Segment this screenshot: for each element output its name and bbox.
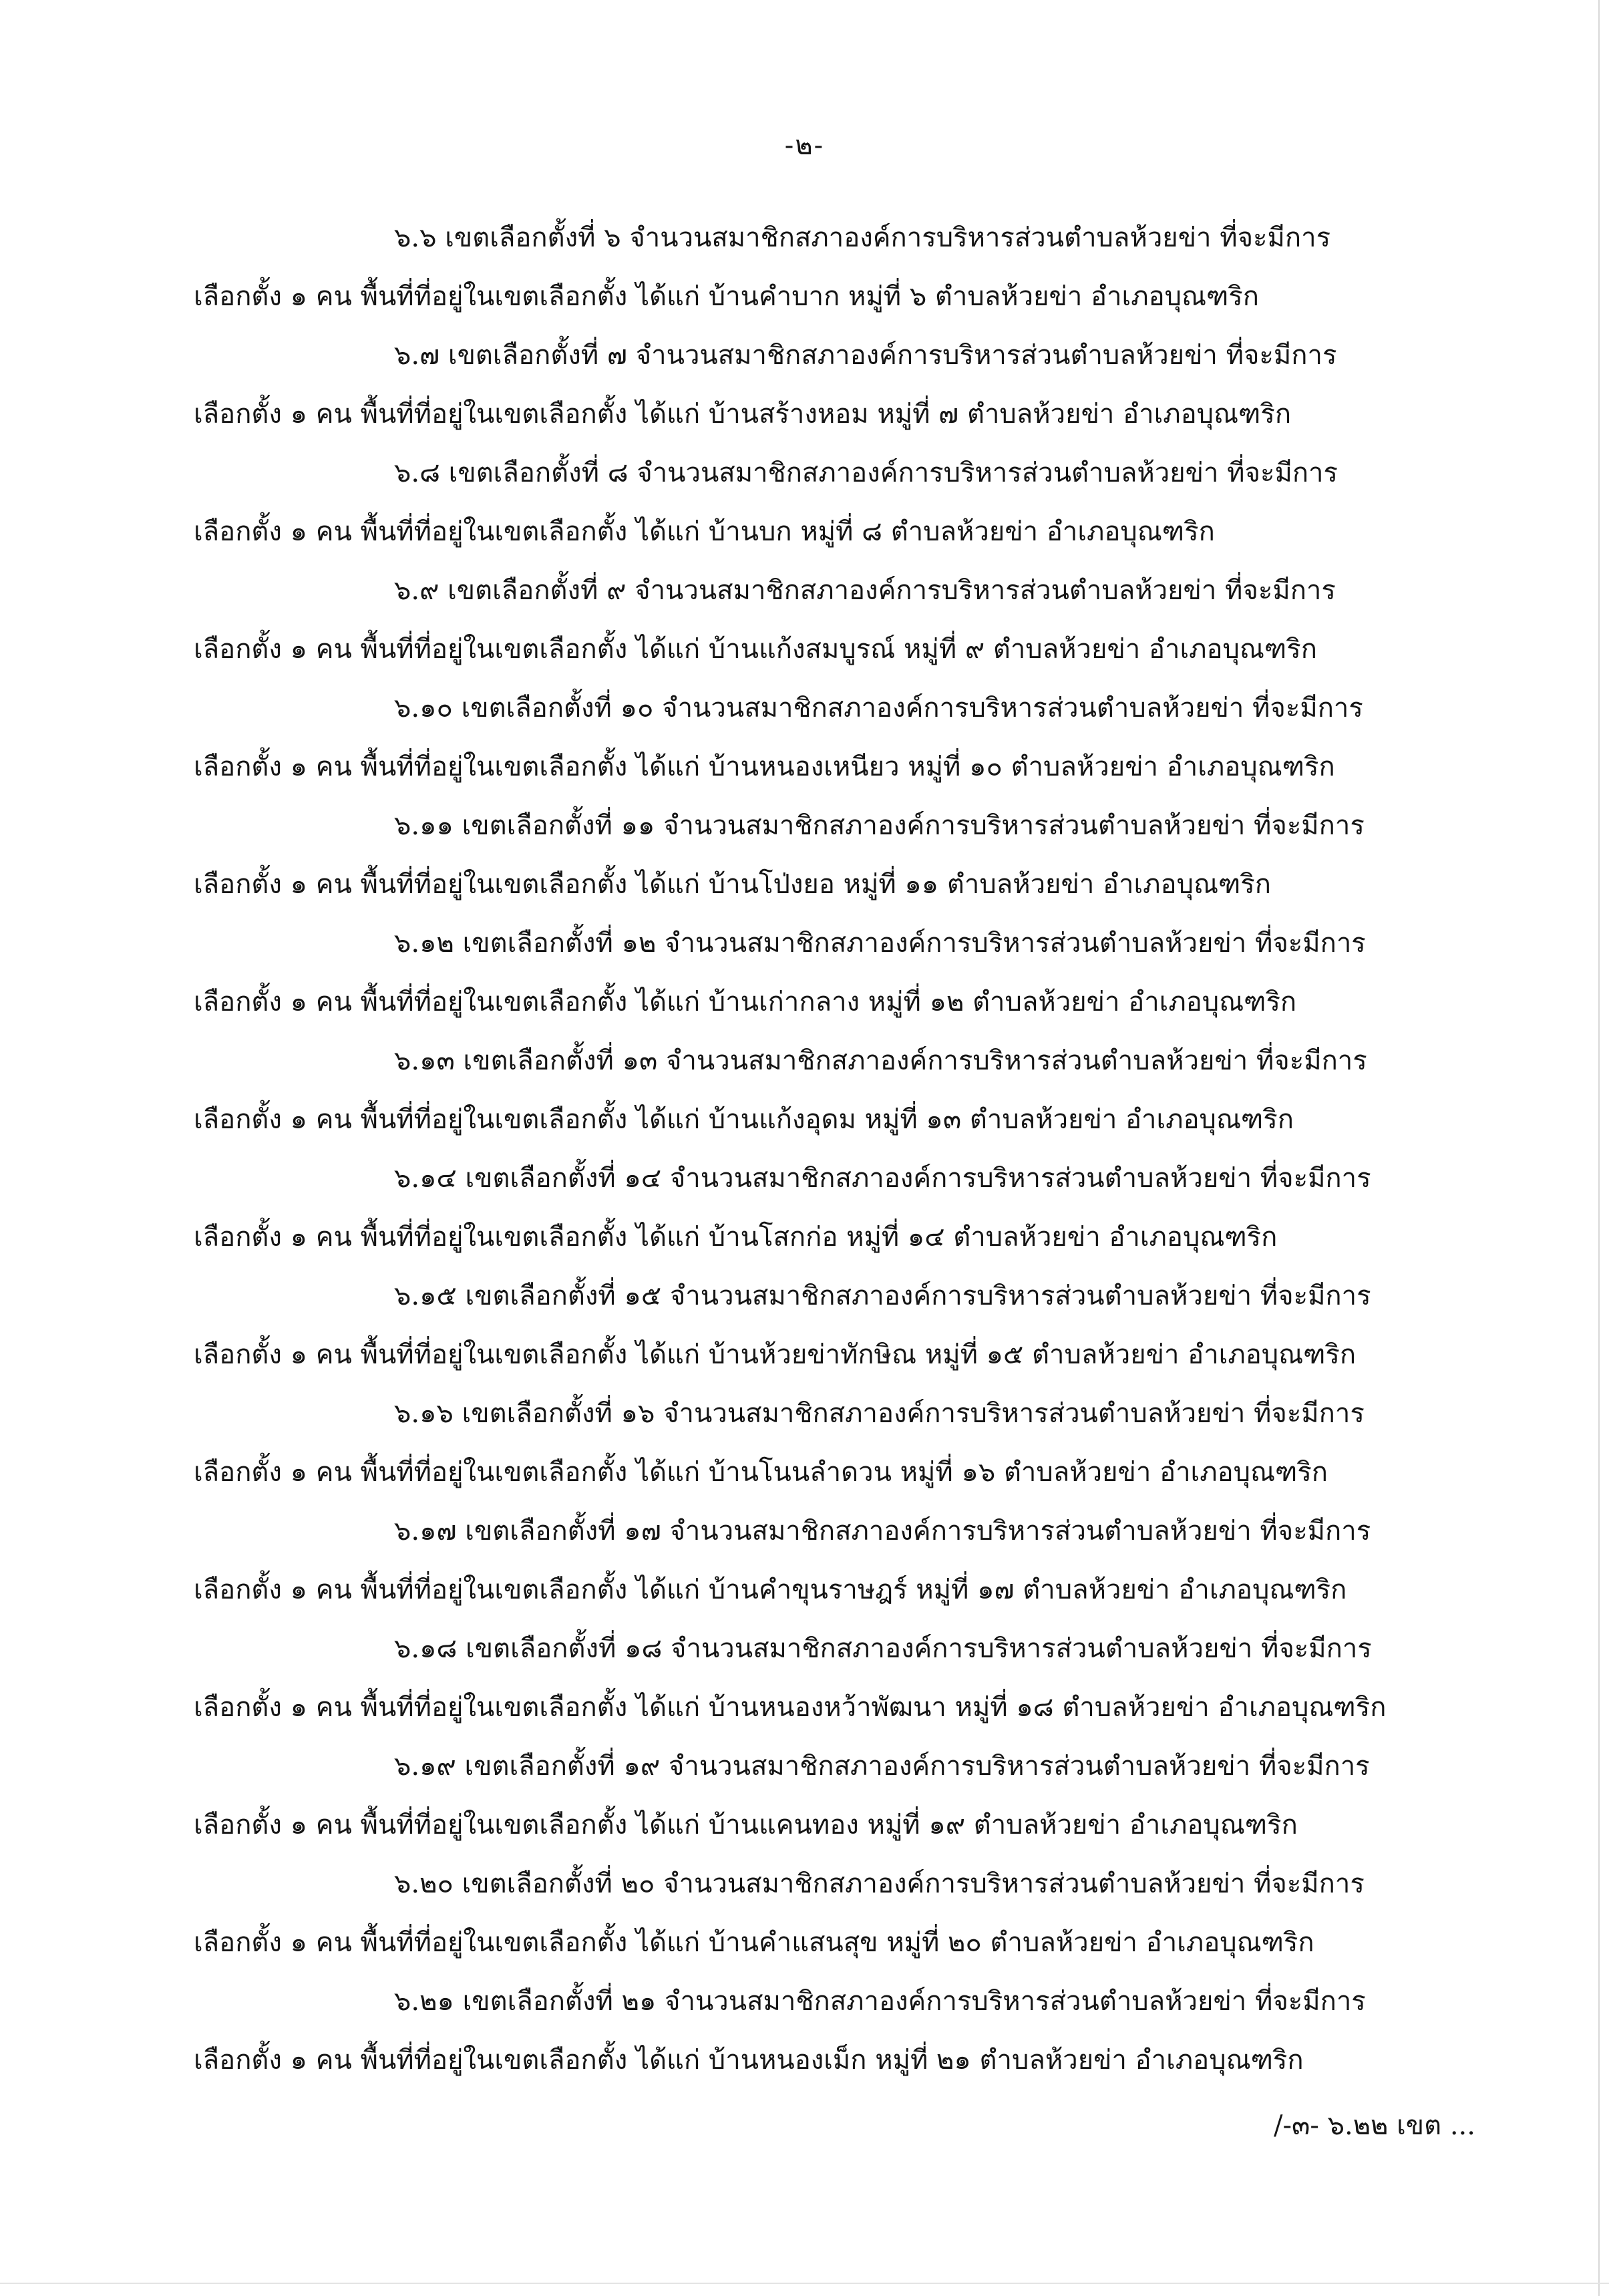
paragraph-continuation-line: เลือกตั้ง ๑ คน พื้นที่ที่อยู่ในเขตเลือกตั้ง ได้แก่ บ้านบก หมู่ที่ ๘ ตำบลห้วยข่า อำเภอบุณฑริก	[194, 516, 1215, 547]
paragraph-continuation-line: เลือกตั้ง ๑ คน พื้นที่ที่อยู่ในเขตเลือกตั้ง ได้แก่ บ้านห้วยข่าทักษิณ หมู่ที่ ๑๕ ตำบลห้วยข่า อำเภอบุณฑริก	[194, 1339, 1357, 1370]
paragraph-first-line: ๖.๑๒ เขตเลือกตั้งที่ ๑๒ จำนวนสมาชิกสภาองค์การบริหารส่วนตำบลห้วยข่า ที่จะมีการ	[394, 928, 1366, 959]
paragraph-continuation-line: เลือกตั้ง ๑ คน พื้นที่ที่อยู่ในเขตเลือกตั้ง ได้แก่ บ้านสร้างหอม หมู่ที่ ๗ ตำบลห้วยข่า อำเภอบุณฑริก	[194, 399, 1292, 430]
paragraph-continuation-line: เลือกตั้ง ๑ คน พื้นที่ที่อยู่ในเขตเลือกตั้ง ได้แก่ บ้านคำแสนสุข หมู่ที่ ๒๐ ตำบลห้วยข่า อำเภอบุณฑริก	[194, 1927, 1314, 1958]
paragraph-district-18	[194, 1619, 1469, 1737]
paragraph-first-line: ๖.๘ เขตเลือกตั้งที่ ๘ จำนวนสมาชิกสภาองค์การบริหารส่วนตำบลห้วยข่า ที่จะมีการ	[394, 458, 1338, 488]
paragraph-continuation-line: เลือกตั้ง ๑ คน พื้นที่ที่อยู่ในเขตเลือกตั้ง ได้แก่ บ้านคำขุนราษฎร์ หมู่ที่ ๑๗ ตำบลห้วยข่า อำเภอบุณฑริก	[194, 1575, 1347, 1605]
paragraph-continuation-line: เลือกตั้ง ๑ คน พื้นที่ที่อยู่ในเขตเลือกตั้ง ได้แก่ บ้านหนองหว้าพัฒนา หมู่ที่ ๑๘ ตำบลห้วยข่า อำเภอบุณฑริก	[194, 1692, 1387, 1723]
paragraph-first-line: ๖.๑๑ เขตเลือกตั้งที่ ๑๑ จำนวนสมาชิกสภาองค์การบริหารส่วนตำบลห้วยข่า ที่จะมีการ	[394, 810, 1365, 841]
paragraph-district-17	[194, 1502, 1469, 1619]
paragraph-continuation-line: เลือกตั้ง ๑ คน พื้นที่ที่อยู่ในเขตเลือกตั้ง ได้แก่ บ้านแก้งอุดม หมู่ที่ ๑๓ ตำบลห้วยข่า อำเภอบุณฑริก	[194, 1104, 1294, 1135]
paragraph-continuation-line: เลือกตั้ง ๑ คน พื้นที่ที่อยู่ในเขตเลือกตั้ง ได้แก่ บ้านโนนลำดวน หมู่ที่ ๑๖ ตำบลห้วยข่า อำเภอบุณฑริก	[194, 1457, 1328, 1488]
paragraph-district-13	[194, 1031, 1469, 1149]
paragraph-district-11	[194, 796, 1469, 914]
paragraph-district-16	[194, 1384, 1469, 1502]
paragraph-district-21	[194, 1972, 1469, 2090]
paragraph-first-line: ๖.๑๘ เขตเลือกตั้งที่ ๑๘ จำนวนสมาชิกสภาองค์การบริหารส่วนตำบลห้วยข่า ที่จะมีการ	[394, 1633, 1372, 1664]
paragraph-district-8	[194, 444, 1469, 561]
paragraph-continuation-line: เลือกตั้ง ๑ คน พื้นที่ที่อยู่ในเขตเลือกตั้ง ได้แก่ บ้านคำบาก หมู่ที่ ๖ ตำบลห้วยข่า อำเภอบุณฑริก	[194, 281, 1259, 312]
paragraph-district-10	[194, 679, 1469, 796]
paragraph-continuation-line: เลือกตั้ง ๑ คน พื้นที่ที่อยู่ในเขตเลือกตั้ง ได้แก่ บ้านโสกก่อ หมู่ที่ ๑๔ ตำบลห้วยข่า อำเภอบุณฑริก	[194, 1222, 1278, 1253]
paragraph-first-line: ๖.๑๔ เขตเลือกตั้งที่ ๑๔ จำนวนสมาชิกสภาองค์การบริหารส่วนตำบลห้วยข่า ที่จะมีการ	[394, 1163, 1371, 1194]
paragraph-continuation-line: เลือกตั้ง ๑ คน พื้นที่ที่อยู่ในเขตเลือกตั้ง ได้แก่ บ้านแคนทอง หมู่ที่ ๑๙ ตำบลห้วยข่า อำเภอบุณฑริก	[194, 1810, 1298, 1840]
paragraph-district-7	[194, 326, 1469, 444]
paragraph-district-19	[194, 1737, 1469, 1854]
paragraph-district-14	[194, 1149, 1469, 1267]
paragraph-first-line: ๖.๖ เขตเลือกตั้งที่ ๖ จำนวนสมาชิกสภาองค์การบริหารส่วนตำบลห้วยข่า ที่จะมีการ	[394, 222, 1331, 253]
paragraph-district-15	[194, 1267, 1469, 1384]
page-number: -๒-	[784, 130, 825, 161]
paragraph-district-9	[194, 561, 1469, 679]
paragraph-district-12	[194, 914, 1469, 1031]
continuation-note: /-๓- ๖.๒๒ เขต ...	[1274, 2110, 1475, 2141]
page-edge-bottom	[0, 2283, 1609, 2284]
paragraph-first-line: ๖.๑๕ เขตเลือกตั้งที่ ๑๕ จำนวนสมาชิกสภาองค์การบริหารส่วนตำบลห้วยข่า ที่จะมีการ	[394, 1281, 1371, 1311]
document-body	[194, 208, 1469, 2090]
paragraph-continuation-line: เลือกตั้ง ๑ คน พื้นที่ที่อยู่ในเขตเลือกตั้ง ได้แก่ บ้านแก้งสมบูรณ์ หมู่ที่ ๙ ตำบลห้วยข่า อำเภอบุณฑริก	[194, 634, 1317, 665]
paragraph-first-line: ๖.๑๐ เขตเลือกตั้งที่ ๑๐ จำนวนสมาชิกสภาองค์การบริหารส่วนตำบลห้วยข่า ที่จะมีการ	[394, 693, 1363, 723]
paragraph-first-line: ๖.๑๓ เขตเลือกตั้งที่ ๑๓ จำนวนสมาชิกสภาองค์การบริหารส่วนตำบลห้วยข่า ที่จะมีการ	[394, 1045, 1367, 1076]
paragraph-continuation-line: เลือกตั้ง ๑ คน พื้นที่ที่อยู่ในเขตเลือกตั้ง ได้แก่ บ้านหนองเม็ก หมู่ที่ ๒๑ ตำบลห้วยข่า อำเภอบุณฑริก	[194, 2045, 1304, 2076]
paragraph-continuation-line: เลือกตั้ง ๑ คน พื้นที่ที่อยู่ในเขตเลือกตั้ง ได้แก่ บ้านโป่งยอ หมู่ที่ ๑๑ ตำบลห้วยข่า อำเภอบุณฑริก	[194, 869, 1271, 900]
paragraph-continuation-line: เลือกตั้ง ๑ คน พื้นที่ที่อยู่ในเขตเลือกตั้ง ได้แก่ บ้านหนองเหนียว หมู่ที่ ๑๐ ตำบลห้วยข่า อำเภอบุณฑริก	[194, 752, 1335, 782]
paragraph-district-20	[194, 1854, 1469, 1972]
paragraph-first-line: ๖.๙ เขตเลือกตั้งที่ ๙ จำนวนสมาชิกสภาองค์การบริหารส่วนตำบลห้วยข่า ที่จะมีการ	[394, 575, 1336, 606]
paragraph-first-line: ๖.๒๑ เขตเลือกตั้งที่ ๒๑ จำนวนสมาชิกสภาองค์การบริหารส่วนตำบลห้วยข่า ที่จะมีการ	[394, 1986, 1366, 2017]
page-edge-right	[1598, 0, 1600, 2296]
paragraph-first-line: ๖.๑๗ เขตเลือกตั้งที่ ๑๗ จำนวนสมาชิกสภาองค์การบริหารส่วนตำบลห้วยข่า ที่จะมีการ	[394, 1516, 1371, 1546]
paragraph-continuation-line: เลือกตั้ง ๑ คน พื้นที่ที่อยู่ในเขตเลือกตั้ง ได้แก่ บ้านเก่ากลาง หมู่ที่ ๑๒ ตำบลห้วยข่า อำเภอบุณฑริก	[194, 987, 1297, 1017]
paragraph-first-line: ๖.๗ เขตเลือกตั้งที่ ๗ จำนวนสมาชิกสภาองค์การบริหารส่วนตำบลห้วยข่า ที่จะมีการ	[394, 340, 1337, 371]
paragraph-first-line: ๖.๒๐ เขตเลือกตั้งที่ ๒๐ จำนวนสมาชิกสภาองค์การบริหารส่วนตำบลห้วยข่า ที่จะมีการ	[394, 1868, 1365, 1899]
paragraph-first-line: ๖.๑๖ เขตเลือกตั้งที่ ๑๖ จำนวนสมาชิกสภาองค์การบริหารส่วนตำบลห้วยข่า ที่จะมีการ	[394, 1398, 1365, 1429]
paragraph-first-line: ๖.๑๙ เขตเลือกตั้งที่ ๑๙ จำนวนสมาชิกสภาองค์การบริหารส่วนตำบลห้วยข่า ที่จะมีการ	[394, 1751, 1370, 1782]
paragraph-district-6	[194, 208, 1469, 326]
